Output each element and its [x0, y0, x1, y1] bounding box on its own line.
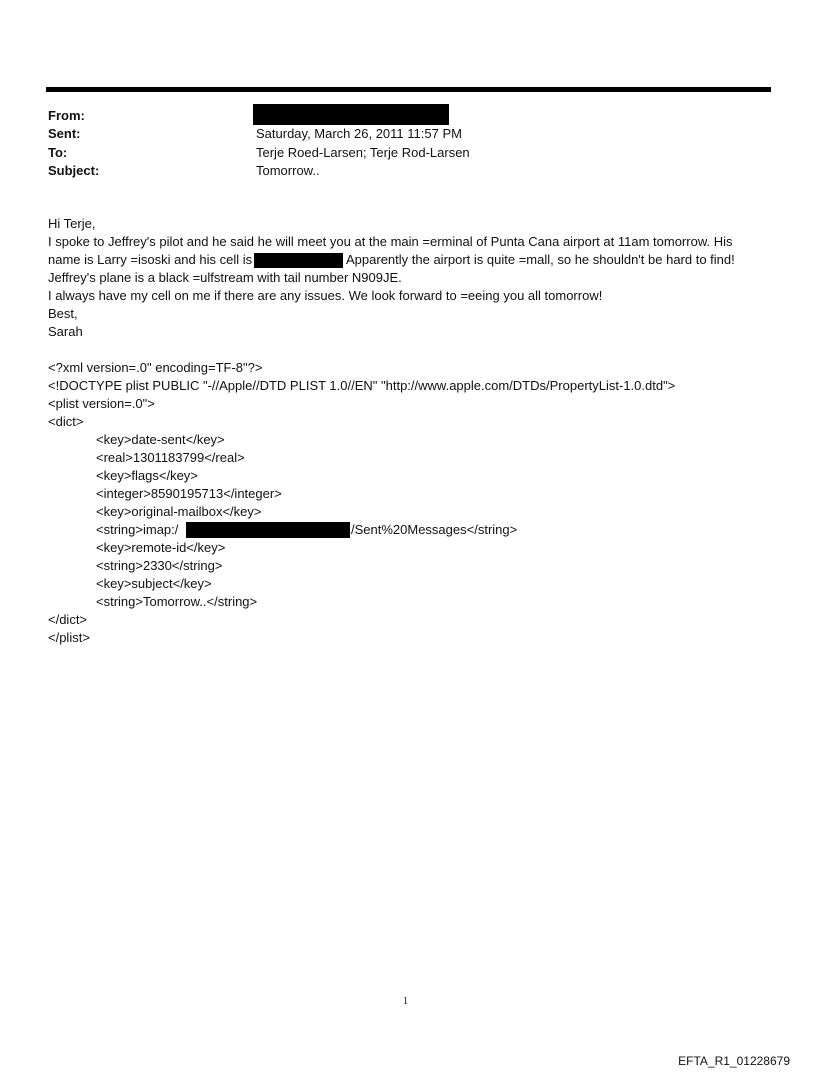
- closing: Best,: [48, 306, 78, 321]
- greeting: Hi Terje,: [48, 216, 96, 231]
- body-line: Apparently the airport is quite =mall, so he shouldn't be hard to find!: [346, 252, 735, 267]
- plist-line: <real>1301183799</real>: [96, 450, 245, 465]
- body-line: Jeffrey's plane is a black =ulfstream with tail number N909JE.: [48, 270, 402, 285]
- subject-value: Tomorrow..: [256, 163, 320, 178]
- sent-label: Sent:: [48, 126, 81, 141]
- from-label: From:: [48, 108, 85, 123]
- redacted-phone: [254, 253, 343, 268]
- plist-line: /Sent%20Messages</string>: [351, 522, 518, 537]
- sent-value: Saturday, March 26, 2011 11:57 PM: [256, 126, 462, 141]
- plist-line: <string>imap:/: [96, 522, 179, 537]
- plist-line: <dict>: [48, 414, 84, 429]
- plist-line: <string>Tomorrow..</string>: [96, 594, 258, 609]
- plist-line: <key>subject</key>: [96, 576, 212, 591]
- plist-line: </plist>: [48, 630, 90, 645]
- plist-line: <key>original-mailbox</key>: [96, 504, 262, 519]
- redacted-sender: [253, 104, 449, 125]
- plist-line: <?xml version=.0" encoding=TF-8"?>: [48, 360, 263, 375]
- plist-line: <key>remote-id</key>: [96, 540, 226, 555]
- page-number: 1: [403, 996, 408, 1007]
- plist-line: <!DOCTYPE plist PUBLIC "-//Apple//DTD PLIST 1.0//EN" "http://www.apple.com/DTDs/PropertyList-1.0.dtd">: [48, 378, 676, 393]
- to-value: Terje Roed-Larsen; Terje Rod-Larsen: [256, 145, 470, 160]
- plist-line: <plist version=.0">: [48, 396, 155, 411]
- subject-label: Subject:: [48, 163, 100, 178]
- body-line: name is Larry =isoski and his cell is: [48, 252, 253, 267]
- plist-line: </dict>: [48, 612, 88, 627]
- to-label: To:: [48, 145, 68, 160]
- header-rule: [46, 87, 771, 92]
- redacted-mailbox: [186, 522, 350, 538]
- plist-line: <integer>8590195713</integer>: [96, 486, 282, 501]
- body-line: I spoke to Jeffrey's pilot and he said he will meet you at the main =erminal of Punta Cana airport at 11am tomorrow. His: [48, 234, 733, 249]
- plist-line: <string>2330</string>: [96, 558, 223, 573]
- signature: Sarah: [48, 324, 83, 339]
- plist-line: <key>date-sent</key>: [96, 432, 225, 447]
- plist-line: <key>flags</key>: [96, 468, 198, 483]
- body-line: I always have my cell on me if there are any issues. We look forward to =eeing you all tomorrow!: [48, 288, 603, 303]
- document-id: EFTA_R1_01228679: [678, 1054, 790, 1068]
